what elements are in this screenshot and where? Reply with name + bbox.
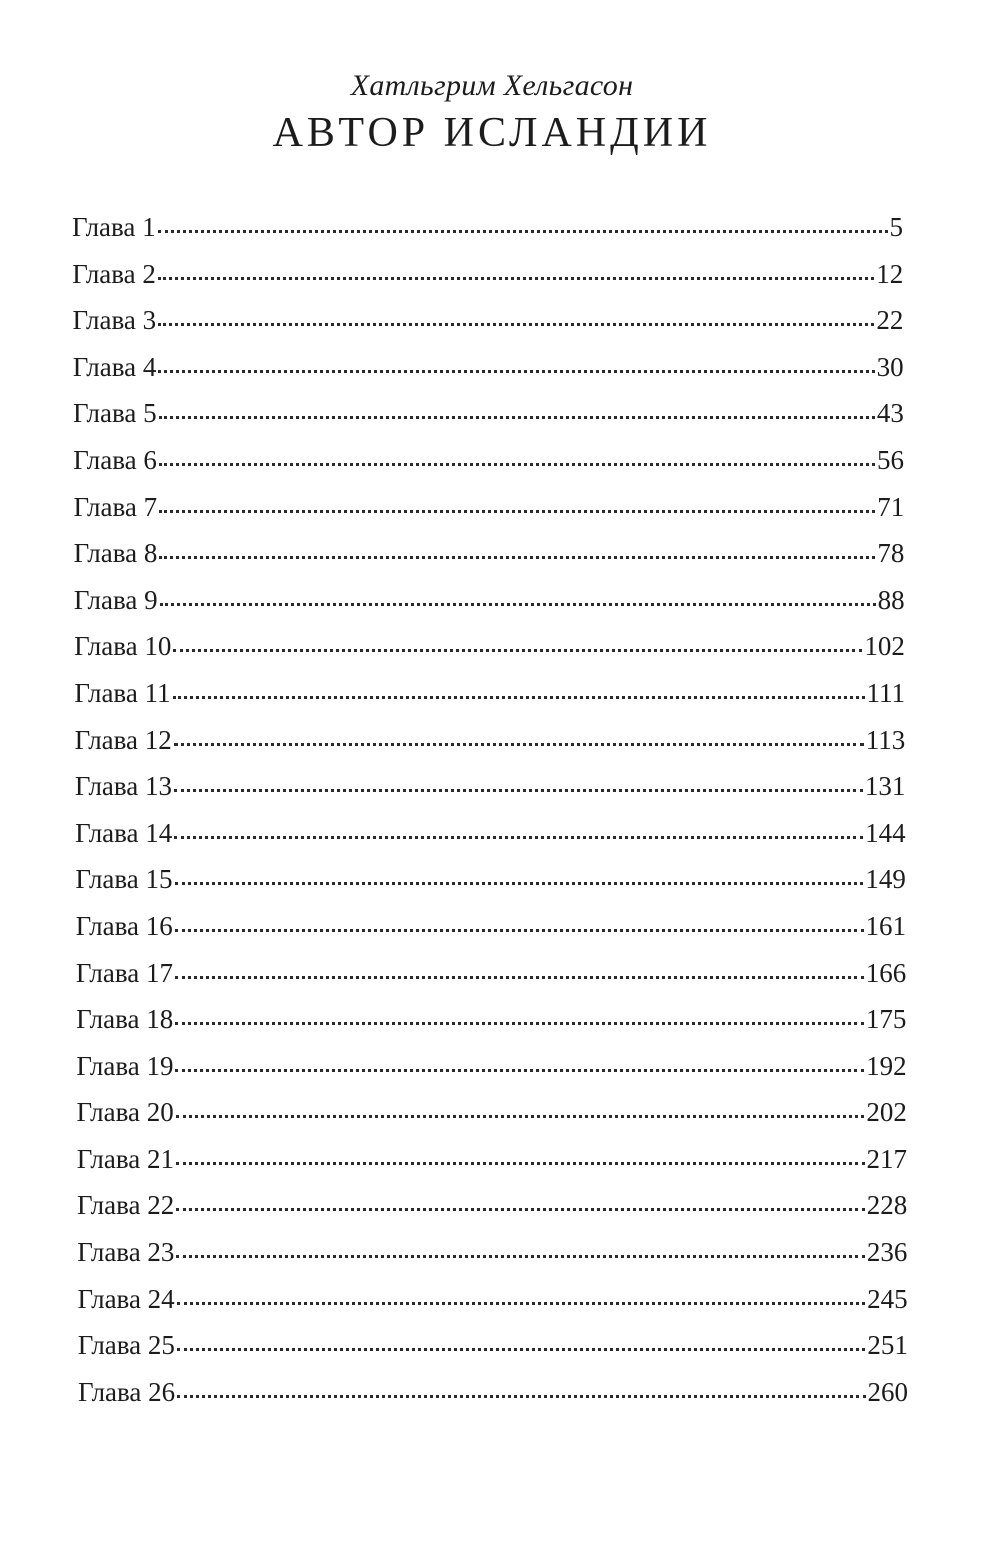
toc-entry-page-number: 217	[866, 1143, 907, 1174]
toc-dot-leader	[159, 461, 875, 466]
toc-entry-label: Глава 14	[75, 817, 173, 848]
toc-entry-page-number: 111	[866, 677, 905, 708]
toc-entry-label: Глава 13	[74, 771, 173, 802]
toc-entry-page-number: 131	[864, 771, 906, 802]
toc-entry	[0, 856, 1000, 903]
toc-entry	[0, 763, 1000, 810]
toc-entry	[0, 1369, 1000, 1416]
toc-entry	[0, 204, 1000, 251]
toc-entry-page-number: 202	[866, 1097, 907, 1128]
toc-entry-page-number: 161	[865, 910, 906, 941]
toc-entry-label: Глава 3	[72, 305, 157, 336]
toc-dot-leader	[175, 1067, 864, 1072]
toc-entry	[0, 344, 1000, 391]
toc-entry-page-number: 102	[864, 631, 905, 662]
toc-dot-leader	[176, 1160, 865, 1165]
toc-entry	[0, 1089, 1000, 1136]
toc-entry-label: Глава 11	[74, 677, 171, 708]
toc-dot-leader	[177, 1300, 865, 1305]
toc-entry-page-number: 78	[877, 538, 905, 569]
toc-entry-label: Глава 25	[77, 1330, 175, 1361]
toc-entry-page-number: 43	[876, 398, 904, 429]
toc-dot-leader	[175, 974, 864, 979]
toc-entry-page-number: 236	[866, 1237, 908, 1268]
toc-entry-page-number: 245	[867, 1283, 908, 1314]
toc-entry-label: Глава 21	[76, 1143, 174, 1174]
toc-dot-leader	[174, 834, 863, 839]
toc-entry	[0, 950, 1000, 997]
toc-entry-label: Глава 5	[72, 398, 157, 429]
toc-entry-page-number: 166	[865, 957, 907, 988]
toc-entry	[0, 1136, 1000, 1183]
toc-dot-leader	[174, 787, 863, 792]
toc-entry-label: Глава 20	[76, 1097, 174, 1128]
toc-entry	[0, 810, 1000, 857]
toc-entry-page-number: 251	[867, 1330, 908, 1361]
toc-dot-leader	[173, 694, 865, 699]
toc-entry-page-number: 144	[865, 817, 906, 848]
toc-entry-page-number: 260	[867, 1376, 908, 1407]
toc-entry-page-number: 192	[866, 1050, 907, 1081]
toc-entry	[0, 1276, 1000, 1323]
toc-entry-page-number: 71	[877, 491, 905, 522]
toc-dot-leader	[159, 508, 875, 513]
toc-entry-page-number: 5	[889, 212, 903, 242]
toc-entry-page-number: 113	[865, 724, 906, 755]
toc-dot-leader	[158, 275, 874, 280]
toc-entry	[0, 1229, 1000, 1276]
toc-entry	[0, 623, 1000, 670]
toc-entry-page-number: 22	[876, 305, 904, 336]
toc-dot-leader	[158, 368, 874, 373]
toc-entry	[0, 903, 1000, 950]
toc-entry-label: Глава 8	[73, 538, 158, 569]
toc-dot-leader	[176, 1253, 864, 1258]
toc-dot-leader	[159, 414, 875, 419]
toc-entry-label: Глава 4	[72, 351, 157, 382]
toc-entry-label: Глава 15	[75, 864, 173, 895]
book-title: АВТОР ИСЛАНДИИ	[272, 110, 712, 156]
toc-entry-label: Глава 23	[77, 1237, 175, 1268]
toc-dot-leader	[175, 880, 864, 885]
toc-entry-label: Глава 16	[75, 910, 173, 941]
toc-entry-label: Глава 7	[73, 491, 158, 522]
toc-dot-leader	[176, 1113, 865, 1118]
toc-entry-label: Глава 10	[74, 631, 172, 662]
toc-dot-leader	[158, 228, 888, 233]
toc-dot-leader	[176, 1206, 865, 1211]
toc-entry-label: Глава 6	[73, 444, 157, 475]
toc-entry	[0, 1043, 1000, 1090]
toc-entry	[0, 390, 1000, 437]
toc-entry-label: Глава 12	[74, 724, 172, 755]
toc-entry-page-number: 30	[876, 351, 904, 382]
toc-entry-label: Глава 9	[73, 584, 158, 615]
toc-dot-leader	[173, 647, 862, 652]
toc-entry	[0, 484, 1000, 531]
toc-entry-label: Глава 22	[77, 1190, 175, 1221]
toc-dot-leader	[175, 927, 864, 932]
toc-dot-leader	[158, 321, 874, 326]
toc-entry-label: Глава 1	[72, 212, 156, 242]
toc-entry-page-number: 228	[866, 1190, 908, 1221]
toc-dot-leader	[177, 1346, 865, 1351]
toc-dot-leader	[177, 1393, 865, 1398]
toc-entry	[0, 530, 1000, 577]
toc-entry-page-number: 88	[877, 584, 905, 615]
toc-entry	[0, 670, 1000, 717]
table-of-contents	[0, 204, 1000, 1415]
toc-entry	[0, 297, 1000, 344]
toc-entry	[0, 251, 1000, 298]
toc-entry-label: Глава 2	[72, 258, 156, 289]
author-name: Хатльгрим Хельгасон	[350, 69, 634, 102]
toc-entry	[0, 717, 1000, 764]
toc-entry-page-number: 149	[865, 864, 906, 895]
toc-entry-page-number: 175	[865, 1004, 907, 1035]
toc-entry-label: Глава 17	[75, 957, 173, 988]
toc-entry	[0, 1182, 1000, 1229]
toc-entry-label: Глава 26	[78, 1376, 176, 1407]
toc-entry	[0, 437, 1000, 484]
toc-entry	[0, 577, 1000, 624]
toc-entry-page-number: 56	[877, 444, 904, 475]
toc-entry-page-number: 12	[876, 258, 904, 289]
toc-entry-label: Глава 24	[77, 1283, 175, 1314]
toc-dot-leader	[159, 554, 875, 559]
toc-entry	[0, 996, 1000, 1043]
toc-entry-label: Глава 18	[76, 1004, 174, 1035]
toc-dot-leader	[175, 1020, 864, 1025]
toc-entry	[0, 1322, 1000, 1369]
toc-dot-leader	[160, 601, 876, 606]
toc-entry-label: Глава 19	[76, 1050, 174, 1081]
toc-dot-leader	[174, 741, 864, 746]
